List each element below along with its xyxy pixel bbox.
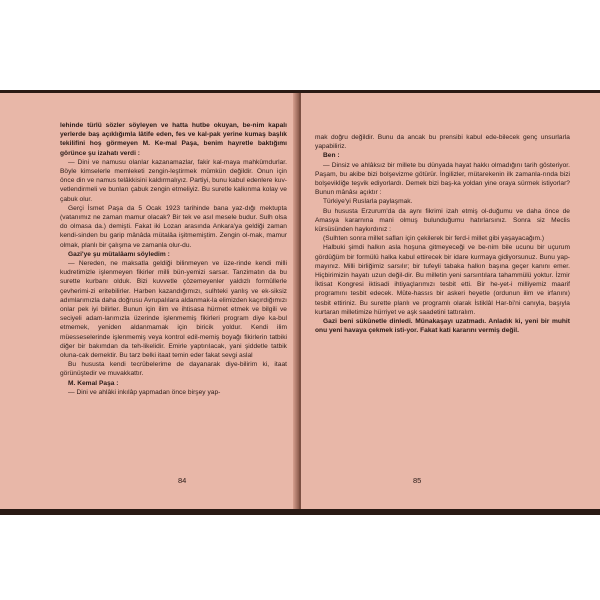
paragraph: — Nereden, ne maksatla geldiği bilinmeyen ve üze-rinde kendi milli kudretimizle işlenmeyen fikirler milli bün-yemizi sarsar. Tanzimatın da bu surette kurbanı olduk. Bizi kuvvetle çözemeyenler yaldızlı formüllerle çevherimi-zi eritebilirler. Harben kazandığımızı, sulhteki yanlış ve ek-siksiz adımlarımızla daha doğrusu Avrupalılara aldanmak-la elimizden kaçırdığımızı onlar pek iyi bilirler. Bunun için ilim ve ihtisasa hürmet etmek ve bilgili ve seciyeli adam-larımızla üzerinde işlenmemiş fikirleri program diye ka-bul etmemek, yeniden aldanmamak için biricik yoldur. Kendi ilim müesseselerinde işlenmemiş veya kontrol edil-memiş boyağı fikirlerin tatbiki diğer bir bakımdan da teh-likelidir. Emirle yaptırılacak, yani şiddetle tatbik oluna-cak demektir. Bu tarz belki itaat temin eder fakat sevgi aslal <box>60 260 287 360</box>
paragraph: — Dinsiz ve ahlâksız bir millete bu dünyada hayat hakkı olmadığını tarih gösteriyor. Paşam, bu akibe bizi bolşevizme götürür. İngilizler, mütarekenin ilk zamanla-rında bizi bolşevikliğe teşvik ediyorlardı. Demek bizi baş-ka yoldan yine oraya sürmek istiyorlar? Bunun mânâsı açıktır : <box>315 161 570 197</box>
paragraph: lehinde türlü sözler söyleyen ve hatta hutbe okuyan, be-nim kapalı yerlerde baş açıklığımla lâtife eden, fes ve kal-pak yerine kumaş başlık tekilifini hoş görmeyen M. Ke-mal Paşa, benim hayretle baktığımı görünce şu izahatı verdi : <box>60 122 287 157</box>
paragraph: Türkiye'yi Ruslarla paylaşmak. <box>323 198 413 206</box>
paragraph: mak doğru değildir. Bunu da ancak bu prensibi kabul ede-bilecek genç unsurlarla yapabiliriz. <box>315 134 570 151</box>
paragraph: Gerçi İsmet Paşa da 5 Ocak 1923 tarihinde bana yaz-dığı mektupta (vatanımız ne zaman mamur olacak? Bir tek ve asıl mesele budur. Sulh olsa do olmasa da.) demişti. Fakat iki Lozan arasında Ankara'ya geldiği zaman kendi-sinden bu garip mânâda mütalâa işitmemiştim. Zengin ol-mak, mamur olmak, planlı bir çalışma ve zamanla olur-du. <box>60 204 287 249</box>
page-number: 85 <box>413 476 422 485</box>
paragraph: (Sulhten sonra millet safları için çekilerek bir ferd-i millet gibi yaşayacağım.) <box>323 235 545 243</box>
paragraph: Halbuki şimdi halkın asla hoşuna gitmeyeceği ve be-nim bile ucunu bir uçurum gördüğüm bir formülü halka kabul ettirecek bir idare kurmaya gidiyorsunuz. Bunu yap-mayınız. Milli birliğimiz sarsılır; bir tufeyli tabaka halkın başına geçer kanını emer. Hiçbirimizin hayatı uzun değil-dir. Bu milletin yeni sarsıntılara tahammülü yoktur. İzmir İktisat Kongresi iktisadi ihtiyaçlarımızı tesbit etti. Bir he-yet-i milliyemiz maarif programını tesbit edecek. Müte-hassıs bir askeri heyetle (ordunun ilim ve irfanını) tesbit ettiriniz. Bu surette planlı ve programlı olarak İstiklâl Har-bi'ni canıyla, başıyla kurtaran milletimize hürriyet ve aşk saadetini tattıralım. <box>315 244 570 316</box>
paragraph: M. Kemal Paşa : <box>68 379 119 387</box>
paragraph: — Dini ve ahlâki inkılâp yapmadan önce birşey yap- <box>68 388 221 396</box>
paragraph: Gazi'ye şu mütalâamı söyledim : <box>68 250 170 258</box>
paragraph: — Dini ve namusu olanlar kazanamazlar, fakir kal-maya mahkûmdurlar. Böyle kimselerle memleketi zengin-leştirmek mümkün değildir. Onun için önce din ve namus telâkkisini kaldırmalıyız. Partiyi, bunu kabul edenlere kuv-vetlendirmeli ve bunları çabuk zengin etmeliyiz. Bu suretle kalkınma kolay ve çabuk olur. <box>60 158 287 203</box>
paragraph: Bu hususta Erzurum'da da aynı fikrimi izah etmiş ol-duğumu ve daha önce de Amasya kararnına mani olmuş bulunduğumu hatırlarsınız. Sonra siz Meclis kürsüsünden haykırdınız : <box>315 207 570 234</box>
left-page-text <box>60 121 287 397</box>
right-page-text <box>315 133 570 335</box>
left-page <box>0 93 299 509</box>
right-page <box>301 93 600 509</box>
page-number: 84 <box>178 476 187 485</box>
open-book <box>0 90 600 515</box>
paragraph: Bu hususta kendi tecrübelerime de dayanarak diye-bilirim ki, itaat görünüştedir ve muvakkattır. <box>60 361 287 378</box>
paragraph: Gazi beni sükûnetle dinledi. Münakaşayı uzatmadı. Anladık ki, yeni bir muhit onu yeni havaya çekmek isti-yor. Fakat kati kararını vermiş değil. <box>315 318 570 335</box>
paragraph: Ben : <box>323 152 340 160</box>
